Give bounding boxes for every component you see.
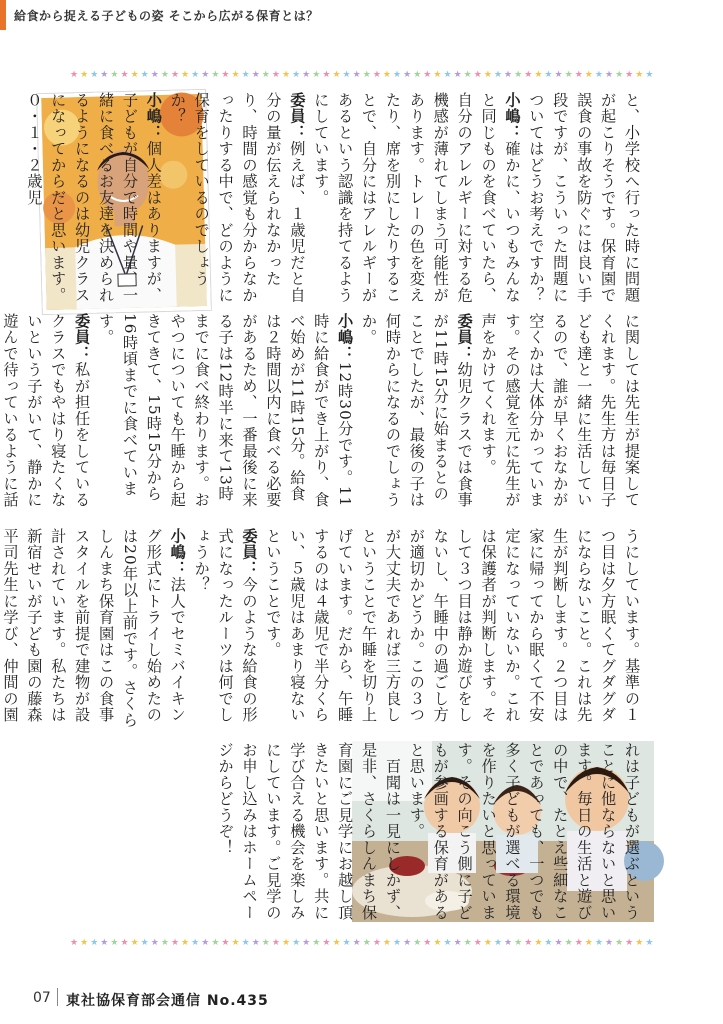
star-dot-icon: ★ [413, 938, 422, 948]
article-paragraph [93, 313, 356, 518]
star-dot-icon: ★ [120, 938, 129, 948]
star-dot-icon: ★ [645, 70, 654, 80]
star-dot-icon: ★ [271, 70, 280, 80]
paragraph-text: 確かに、いつもみんなと同じものを食べていたら、自分のアレルギーに対する危機感が薄れてしまう可能性があります。トレーの色を変えたり、席を別にしたりすることで、自分にはアレルギーがあるという認識を持てるようにしています。 [312, 92, 522, 304]
paragraph-text: 幼児クラスでは食事が11時15分に始まるとのことでしたが、最後の子は何時からになるのでしょうか。 [360, 313, 474, 508]
star-dot-icon: ★ [221, 938, 230, 948]
star-dot-icon: ★ [403, 70, 412, 80]
top-dot-divider [70, 70, 654, 80]
star-dot-icon: ★ [524, 70, 533, 80]
star-dot-icon: ★ [120, 70, 129, 80]
star-dot-icon: ★ [322, 938, 331, 948]
article-paragraph [523, 92, 643, 304]
star-dot-icon: ★ [594, 938, 603, 948]
star-dot-icon: ★ [80, 70, 89, 80]
star-dot-icon: ★ [443, 938, 452, 948]
paragraph-text: 法人でセミバイキング形式にトライし始めたのは20年以上前です。さくらしんまち保育園はこの食事スタイルを前提で建物が設計されています。私たちは新宿せいが子ども園の藤森平司先生に学び、仲間の園 [1, 528, 187, 729]
star-dot-icon: ★ [251, 70, 260, 80]
star-dot-icon: ★ [413, 70, 422, 80]
speaker-label: 小嶋： [144, 92, 163, 141]
star-dot-icon: ★ [251, 938, 260, 948]
star-dot-icon: ★ [342, 70, 351, 80]
star-dot-icon: ★ [635, 938, 644, 948]
star-dot-icon: ★ [393, 938, 402, 948]
article-paragraph [165, 92, 308, 304]
star-dot-icon: ★ [372, 938, 381, 948]
paragraph-text: 例えば、１歳児だと自分の量が伝えられなかったり、時間の感覚も分からなかったりする中で、どのように保育をしているのでしょうか？ [168, 92, 307, 304]
paragraph-text: 百聞は一見にしかず、是非、さくらしんまち保育園にご見学にお越し頂きたいと思います。共に学び合える機会を楽しみにしています。ご見学のお申し込みはホームページからどうぞ！ [216, 742, 402, 921]
page-number: 07 [33, 990, 51, 1006]
publication-title: 東社協保育部会通信 No.435 [66, 993, 269, 1009]
star-dot-icon: ★ [160, 70, 169, 80]
paragraph-text: 12時30分です。11時に給食ができ上がり、食べ始めが11時15分。給食は２時間以内に食べる必要があるため、一番最後に来る子は12時半に来て13時までに食べ終わります。おやつについても午睡から起きてきて、15時15分から16時頃までに食べています。 [97, 313, 355, 508]
paragraph-text: 今のような給食の形式になったルーツは何でしょうか？ [192, 528, 259, 723]
star-dot-icon: ★ [453, 70, 462, 80]
star-dot-icon: ★ [140, 938, 149, 948]
star-dot-icon: ★ [261, 938, 270, 948]
star-dot-icon: ★ [211, 938, 220, 948]
star-dot-icon: ★ [534, 70, 543, 80]
article-paragraph [189, 528, 261, 733]
article-paragraph [476, 313, 643, 518]
star-dot-icon: ★ [211, 70, 220, 80]
star-dot-icon: ★ [362, 938, 371, 948]
star-dot-icon: ★ [332, 70, 341, 80]
bottom-dot-divider [70, 938, 654, 948]
article-paragraph [21, 92, 164, 304]
star-dot-icon: ★ [292, 938, 301, 948]
article-paragraph [308, 92, 523, 304]
star-dot-icon: ★ [150, 938, 159, 948]
star-dot-icon: ★ [483, 70, 492, 80]
star-dot-icon: ★ [493, 70, 503, 80]
paragraph-text: うにしています。基準の１つ目は夕方眠くてグダグダにならないこと。これは先生が判断します。２つ目は家に帰ってから眠くて不安定になっていないか。これは保護者が判断します。そして３つ目は静か遊びをしないし、午睡中の過ごし方が適切かどうか。この３つが大丈夫であれば三方良しということで午睡を切り上げています。だから、午睡するのは４歳児で半分くらい、５歳児はあまり寝ないということです。 [264, 528, 641, 723]
star-dot-icon: ★ [332, 938, 341, 948]
star-dot-icon: ★ [433, 938, 442, 948]
star-dot-icon: ★ [615, 938, 624, 948]
star-dot-icon: ★ [514, 938, 523, 948]
article-column-top [25, 92, 643, 304]
star-dot-icon: ★ [292, 70, 301, 80]
star-dot-icon: ★ [514, 70, 523, 80]
star-dot-icon: ★ [70, 938, 79, 948]
page-header-title: 給食から捉える子どもの姿 そこから広がる保育とは？ [14, 9, 319, 23]
star-dot-icon: ★ [80, 938, 89, 948]
star-dot-icon: ★ [241, 70, 250, 80]
article-paragraph [404, 742, 643, 924]
star-dot-icon: ★ [393, 70, 402, 80]
star-dot-icon: ★ [231, 70, 240, 80]
star-dot-icon: ★ [574, 70, 583, 80]
star-dot-icon: ★ [564, 938, 573, 948]
star-dot-icon: ★ [594, 70, 603, 80]
star-dot-icon: ★ [170, 70, 180, 80]
article-column-bottom [1, 528, 643, 733]
star-dot-icon: ★ [423, 70, 432, 80]
star-dot-icon: ★ [544, 70, 553, 80]
article-paragraph [356, 313, 476, 518]
star-dot-icon: ★ [160, 938, 169, 948]
star-dot-icon: ★ [191, 938, 200, 948]
star-dot-icon: ★ [302, 938, 311, 948]
star-dot-icon: ★ [372, 70, 381, 80]
star-dot-icon: ★ [70, 70, 79, 80]
speaker-label: 委員： [240, 528, 259, 577]
star-dot-icon: ★ [483, 938, 492, 948]
star-dot-icon: ★ [241, 938, 250, 948]
star-dot-icon: ★ [312, 70, 321, 80]
star-dot-icon: ★ [342, 938, 351, 948]
article-paragraph [261, 528, 644, 733]
star-dot-icon: ★ [302, 70, 311, 80]
star-dot-icon: ★ [382, 70, 391, 80]
star-dot-icon: ★ [635, 70, 644, 80]
star-dot-icon: ★ [463, 70, 472, 80]
star-dot-icon: ★ [574, 938, 583, 948]
paragraph-text: と、小学校へ行った時に問題が起こりそうです。保育園で誤食の事故を防ぐには良い手段ですが、こういった問題についてはどうお考えですか？ [527, 92, 641, 304]
star-dot-icon: ★ [90, 938, 99, 948]
star-dot-icon: ★ [170, 938, 180, 948]
paragraph-text: 私が担任をしているクラスでもやはり寝たくないという子がいて、静かに遊んで待っているように話 [1, 313, 92, 508]
star-dot-icon: ★ [100, 70, 109, 80]
speaker-label: 小嶋： [168, 528, 187, 577]
article-paragraph [213, 742, 404, 924]
star-dot-icon: ★ [403, 938, 412, 948]
star-dot-icon: ★ [100, 938, 109, 948]
star-dot-icon: ★ [493, 938, 503, 948]
star-dot-icon: ★ [554, 70, 563, 80]
star-dot-icon: ★ [534, 938, 543, 948]
star-dot-icon: ★ [473, 938, 482, 948]
star-dot-icon: ★ [544, 938, 553, 948]
speaker-label: 委員： [288, 92, 307, 141]
star-dot-icon: ★ [140, 70, 149, 80]
star-dot-icon: ★ [584, 938, 593, 948]
star-dot-icon: ★ [130, 70, 139, 80]
star-dot-icon: ★ [201, 938, 210, 948]
star-dot-icon: ★ [382, 938, 391, 948]
star-dot-icon: ★ [181, 938, 190, 948]
speaker-label: 小嶋： [336, 313, 355, 362]
star-dot-icon: ★ [281, 938, 291, 948]
section-tab-marker [0, 0, 6, 30]
star-dot-icon: ★ [312, 938, 321, 948]
star-dot-icon: ★ [231, 938, 240, 948]
paragraph-text: に関しては先生が提案してくれます。先生方は毎日子ども達と一緒に生活しているので、誰が早くおなかが空くかは大体分かっています。その感覚を元に先生が声をかけてくれます。 [479, 313, 641, 508]
footer-divider [57, 988, 58, 1006]
speaker-label: 小嶋： [503, 92, 522, 141]
speaker-label: 委員： [455, 313, 474, 362]
star-dot-icon: ★ [463, 938, 472, 948]
star-dot-icon: ★ [615, 70, 624, 80]
star-dot-icon: ★ [181, 70, 190, 80]
star-dot-icon: ★ [221, 70, 230, 80]
star-dot-icon: ★ [604, 70, 614, 80]
star-dot-icon: ★ [604, 938, 614, 948]
star-dot-icon: ★ [473, 70, 482, 80]
star-dot-icon: ★ [150, 70, 159, 80]
speaker-label: 委員： [73, 313, 92, 362]
article-paragraph [0, 313, 93, 518]
star-dot-icon: ★ [110, 938, 119, 948]
star-dot-icon: ★ [564, 70, 573, 80]
star-dot-icon: ★ [584, 70, 593, 80]
star-dot-icon: ★ [281, 70, 291, 80]
star-dot-icon: ★ [504, 938, 513, 948]
star-dot-icon: ★ [90, 70, 99, 80]
star-dot-icon: ★ [362, 70, 371, 80]
star-dot-icon: ★ [504, 70, 513, 80]
star-dot-icon: ★ [322, 70, 331, 80]
star-dot-icon: ★ [110, 70, 119, 80]
star-dot-icon: ★ [625, 70, 634, 80]
star-dot-icon: ★ [352, 938, 361, 948]
star-dot-icon: ★ [625, 938, 634, 948]
star-dot-icon: ★ [645, 938, 654, 948]
article-column-bottom-right [216, 742, 643, 924]
star-dot-icon: ★ [554, 938, 563, 948]
star-dot-icon: ★ [352, 70, 361, 80]
star-dot-icon: ★ [261, 70, 270, 80]
article-paragraph [0, 528, 189, 733]
star-dot-icon: ★ [443, 70, 452, 80]
star-dot-icon: ★ [423, 938, 432, 948]
star-dot-icon: ★ [524, 938, 533, 948]
article-column-middle [1, 313, 643, 518]
star-dot-icon: ★ [201, 70, 210, 80]
paragraph-text: 個人差はありますが、子どもが自分で時間や量、一緒に食べるお友達を決められるようになるのは幼児クラスになってからだと思います。０・１・２歳児 [25, 92, 163, 304]
paragraph-text: れは子どもが選ぶということに他ならないと思います。毎日の生活と遊びの中で、たとえ些細なことであっても、一つでも多く子どもが選べる環境を作りたいと思っています。その向こう側に子どもが参画する保育があると思います。 [407, 742, 641, 921]
star-dot-icon: ★ [130, 938, 139, 948]
star-dot-icon: ★ [271, 938, 280, 948]
star-dot-icon: ★ [453, 938, 462, 948]
star-dot-icon: ★ [191, 70, 200, 80]
star-dot-icon: ★ [433, 70, 442, 80]
